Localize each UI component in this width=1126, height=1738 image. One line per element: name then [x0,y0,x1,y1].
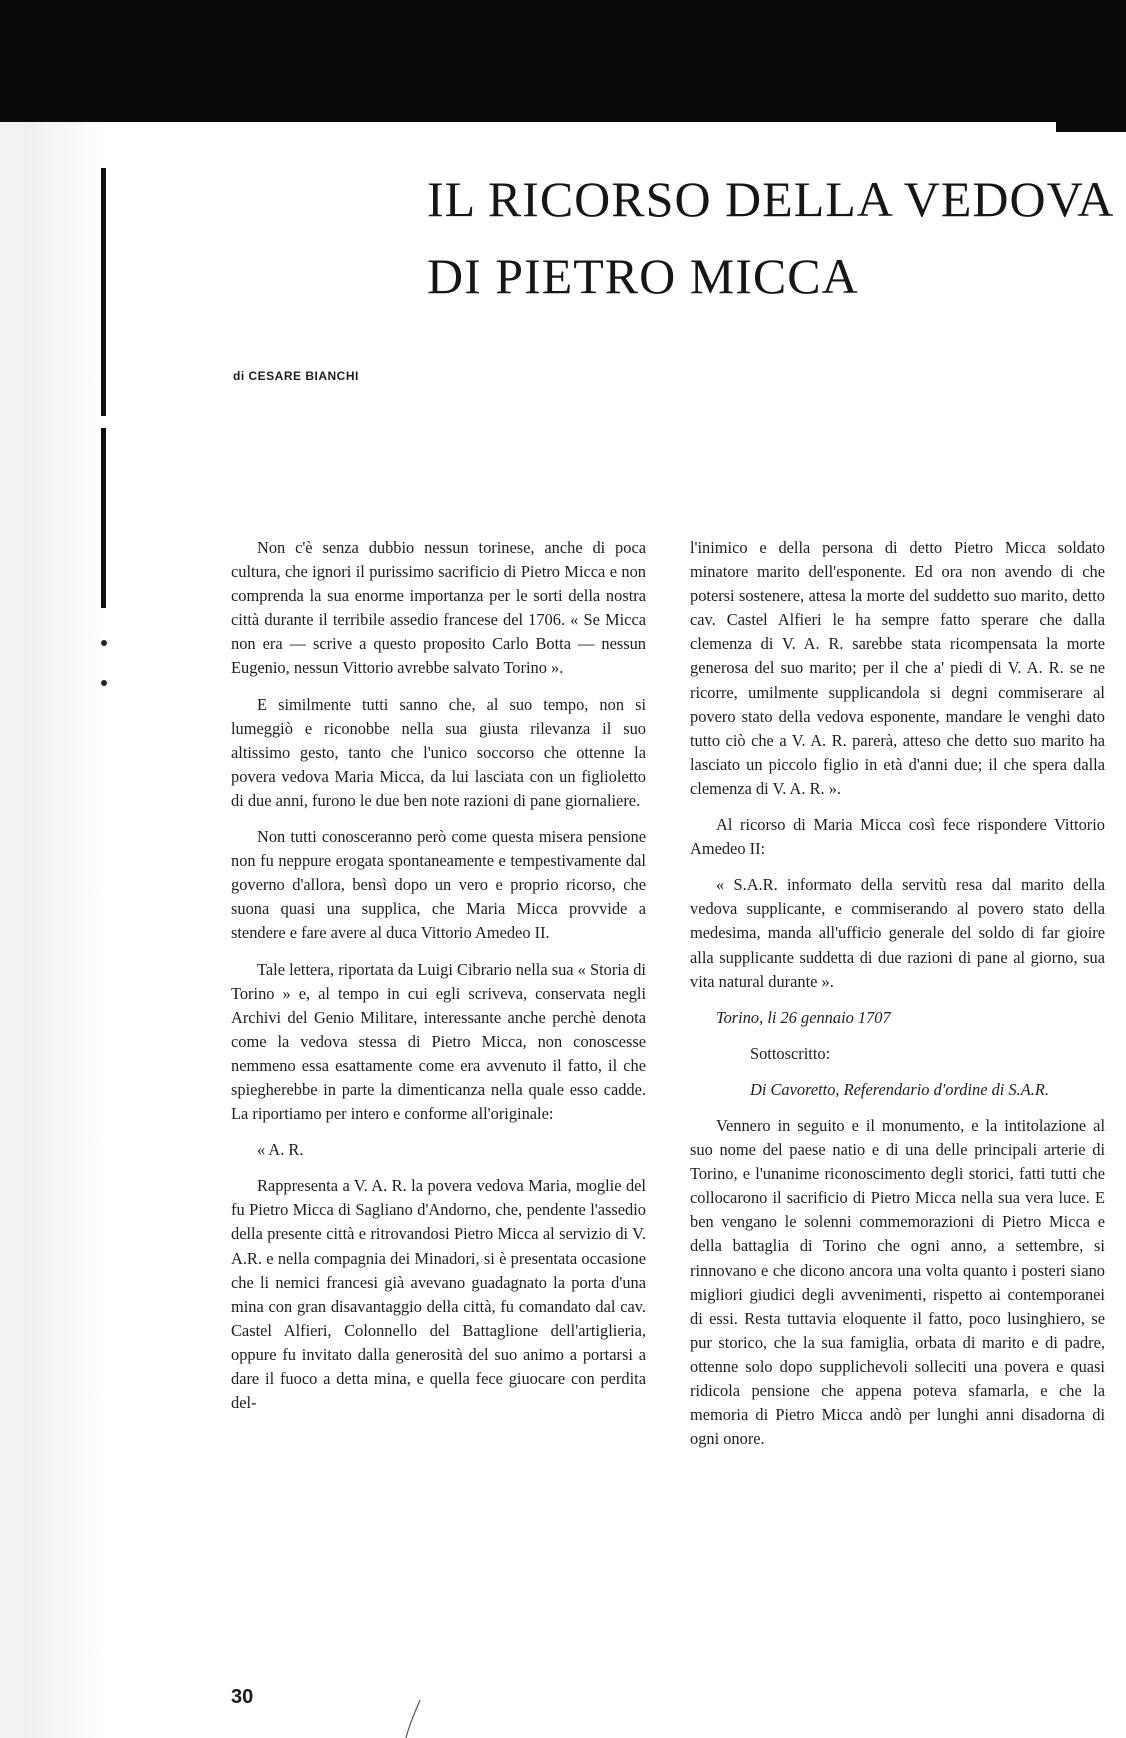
text-column-left [231,536,646,1427]
decree-paragraph: « S.A.R. informato della servitù resa dal marito della vedova supplicante, e commiserando al povero stato della medesima, manda all'ufficio generale del soldo di far gioire alla supplicante suddetta di due razioni di pane al giorno, sua vita natural durante ». [690,875,1105,991]
letter-salutation: « A. R. [257,1140,304,1160]
paragraph: Non tutti conosceranno però come questa misera pensione non fu neppure erogata spontaneamente e tempestivamente dal governo d'allora, bensì dopo un vero e proprio ricorso, che suona quasi una supplica, che Maria Micca provvide a stendere e fare avere al duca Vittorio Amedeo II. [231,827,646,943]
paragraph: Al ricorso di Maria Micca così fece rispondere Vittorio Amedeo II: [690,815,1105,859]
article-byline: di CESARE BIANCHI [233,369,359,383]
letter-paragraph: Rappresenta a V. A. R. la povera vedova Maria, moglie del fu Pietro Micca di Sagliano d'Andorno, che, pendente l'assedio della presente città e ritrovandosi Pietro Micca al servizio di V. A.R. e nella compagnia dei Minadori, si è presentata occasione che li nemici francesi già avevano guadagnato la porta d'una mina con gran disavantaggio della città, fu comandato dal cav. Castel Alfieri, Colonnello del Battaglione dell'artiglieria, oppure fu invitato dalla generosità del suo animo a portarsi a dare il fuoco a detta mina, e quella fece giuocare con perdita del- [231,1176,646,1413]
scan-top-band-tip [1056,0,1126,132]
binding-dot [101,680,107,686]
decree-date: Torino, li 26 gennaio 1707 [716,1007,891,1027]
scan-top-band [0,0,1126,122]
article-title-line-1: IL RICORSO DELLA VEDOVA [427,171,1115,227]
article-title-line-2: DI PIETRO MICCA [427,248,859,304]
binding-mark-lower [101,428,106,608]
decree-signature: Di Cavoretto, Referendario d'ordine di S.A.R. [750,1079,1049,1099]
scan-left-edge [0,122,24,1738]
binding-dot [101,640,107,646]
text-column-right [690,536,1105,1463]
paragraph: Non c'è senza dubbio nessun torinese, anche di poca cultura, che ignori il purissimo sacrificio di Pietro Micca e non comprenda la sua enorme importanza per le sorti della nostra città durante il terribile assedio francese del 1706. « Se Micca non era — scrive a questo proposito Carlo Botta — nessun Eugenio, nessun Vittorio avrebbe salvato Torino ». [231,538,646,678]
paragraph: E similmente tutti sanno che, al suo tempo, non si lumeggiò e riconobbe nella sua giusta rilevanza il suo altissimo gesto, tanto che l'unico soccorso che ottenne la povera vedova Maria Micca, da lui lasciata con un figlioletto di due anni, furono le due ben note razioni di pane giornaliere. [231,694,646,810]
page-number: 30 [231,1686,254,1708]
letter-paragraph-continued: l'inimico e della persona di detto Pietro Micca soldato minatore marito dell'esponente. Ed ora non avendo di che potersi sostenere, attesa la morte del suddetto suo marito, detto cav. Castel Alfieri le ha sempre fatto sperare che dalla clemenza di V. A. R. sarebbe stata ricompensata la morte generosa del suo marito; per il che a' piedi di V. A. R. se ne ricorre, umilmente supplicandola si degni commiserare al povero stato della vedova esponente, mandare le venghi dato tutto ciò che a V. A. R. parerà, atteso che detto suo marito ha lasciato un piccolo figlio in età d'anni due; il che spera dalla clemenza di V. A. R. ». [690,538,1105,798]
decree-signature-label: Sottoscritto: [750,1043,831,1063]
binding-shadow [24,122,106,1738]
paragraph: Tale lettera, riportata da Luigi Cibrario nella sua « Storia di Torino » e, al tempo in cui egli scriveva, conservata negli Archivi del Genio Militare, interessante anche perchè denota come la vedova stessa di Pietro Micca, non conoscesse nemmeno essa esattamente come era avvenuto il fatto, il che spiegherebbe in parte la dimenticanza nella quale esso cadde. La riportiamo per intero e conforme all'originale: [231,959,646,1124]
binding-mark-upper [101,168,106,416]
paragraph: Vennero in seguito e il monumento, e la intitolazione al suo nome del paese natio e di una delle principali arterie di Torino, e l'unanime riconoscimento degli storici, fatti tutti che collocarono il sacrificio di Pietro Micca nella sua vera luce. E ben vengano le solenni commemorazioni di Pietro Micca e della battaglia di Torino che ogni anno, a settembre, si rinnovano e che dicono ancora una volta quanto i posteri siano migliori giudici degli avvenimenti, rispetto ai contemporanei di essi. Resta tuttavia eloquente il fatto, poco lusinghiero, se pur storico, che la sua famiglia, orbata di marito e di padre, ottenne solo dopo supplichevoli solleciti una povera e quasi ridicola pensione che appena poteva sfamarla, e che la memoria di Pietro Micca andò per lunghi anni disadorna di ogni onore. [690,1115,1105,1449]
scan-pen-mark [380,1700,440,1738]
